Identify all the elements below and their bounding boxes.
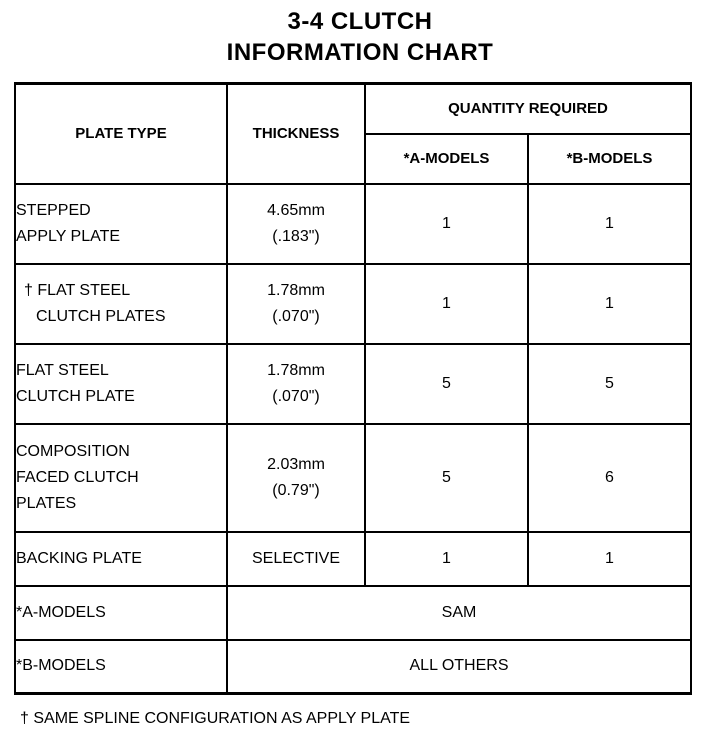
plate-type-line: CLUTCH PLATES <box>36 307 166 325</box>
table-row <box>15 184 691 264</box>
thickness-cell <box>227 532 365 586</box>
thickness-cell <box>227 264 365 344</box>
header-quantity-required: QUANTITY REQUIRED <box>365 84 691 134</box>
plate-type-line: FLAT STEEL <box>16 361 109 379</box>
table-row <box>15 264 691 344</box>
header-b-models: *B-MODELS <box>528 134 691 184</box>
thickness-in: (.183") <box>272 227 320 245</box>
model-row <box>15 586 691 640</box>
plate-type-line: CLUTCH PLATE <box>16 387 135 405</box>
thickness-mm: 4.65mm <box>267 201 325 219</box>
b-models-quantity: 5 <box>528 344 691 424</box>
thickness-mm: SELECTIVE <box>251 549 341 567</box>
chart-title-line-2: INFORMATION CHART <box>226 39 494 66</box>
plate-type-line: † FLAT STEEL <box>24 281 131 299</box>
plate-type-line: STEPPED <box>16 201 91 219</box>
footnote: † SAME SPLINE CONFIGURATION AS APPLY PLATE <box>20 710 411 727</box>
plate-type-cell <box>15 532 227 586</box>
b-models-quantity: 1 <box>528 532 691 586</box>
thickness-cell <box>227 424 365 532</box>
model-label: *B-MODELS <box>15 640 227 694</box>
table-row <box>15 532 691 586</box>
b-models-quantity: 1 <box>528 264 691 344</box>
a-models-quantity: 1 <box>365 532 528 586</box>
plate-type-cell <box>15 264 227 344</box>
thickness-mm: 2.03mm <box>267 455 325 473</box>
clutch-information-table <box>14 82 692 695</box>
header-plate-type: PLATE TYPE <box>15 84 227 184</box>
b-models-quantity: 6 <box>528 424 691 532</box>
chart-title <box>0 6 720 68</box>
a-models-quantity: 5 <box>365 344 528 424</box>
a-models-quantity: 1 <box>365 264 528 344</box>
table-row <box>15 344 691 424</box>
a-models-quantity: 5 <box>365 424 528 532</box>
thickness-cell <box>227 184 365 264</box>
model-value: SAM <box>227 586 691 640</box>
thickness-mm: 1.78mm <box>267 361 325 379</box>
thickness-mm: 1.78mm <box>267 281 325 299</box>
thickness-in: (0.79") <box>272 481 320 499</box>
thickness-in: (.070") <box>272 307 320 325</box>
plate-type-line: COMPOSITION <box>16 442 130 460</box>
b-models-quantity: 1 <box>528 184 691 264</box>
plate-type-line: PLATES <box>16 494 77 512</box>
plate-type-line: BACKING PLATE <box>16 549 142 567</box>
thickness-cell <box>227 344 365 424</box>
header-a-models: *A-MODELS <box>365 134 528 184</box>
header-thickness: THICKNESS <box>227 84 365 184</box>
plate-type-line: FACED CLUTCH <box>16 468 139 486</box>
thickness-in: (.070") <box>272 387 320 405</box>
plate-type-line: APPLY PLATE <box>16 227 121 245</box>
a-models-quantity: 1 <box>365 184 528 264</box>
model-row <box>15 640 691 694</box>
model-value: ALL OTHERS <box>227 640 691 694</box>
plate-type-cell <box>15 344 227 424</box>
chart-title-line-1: 3-4 CLUTCH <box>287 8 433 35</box>
model-label: *A-MODELS <box>15 586 227 640</box>
plate-type-cell <box>15 184 227 264</box>
header-row <box>15 84 691 134</box>
table-row <box>15 424 691 532</box>
plate-type-cell <box>15 424 227 532</box>
